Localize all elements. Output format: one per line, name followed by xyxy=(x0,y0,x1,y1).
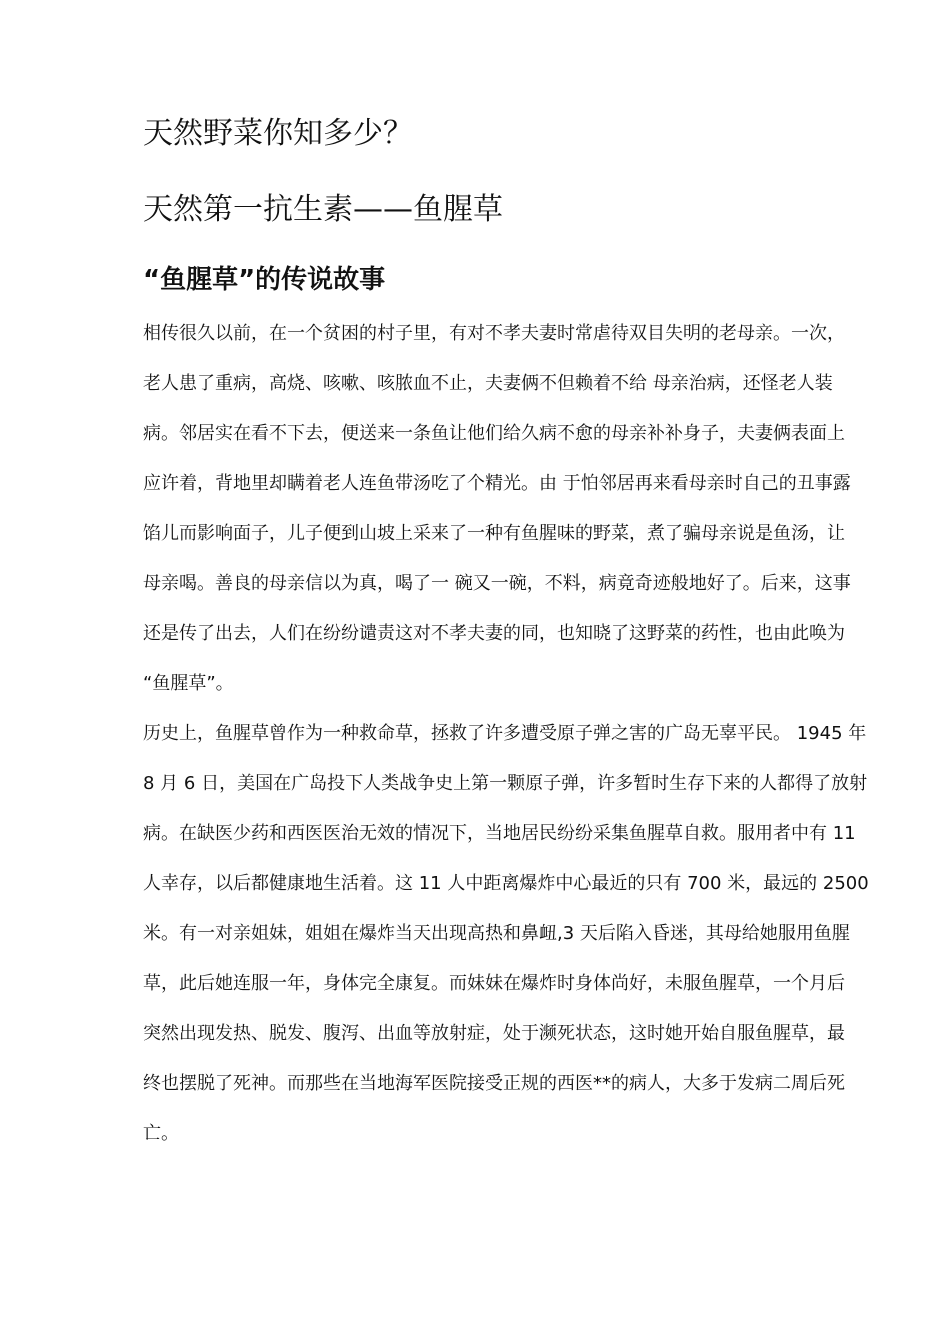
paragraph-line: 亡。 xyxy=(143,1123,179,1144)
paragraph-line: 馅儿而影响面子，儿子便到山坡上采来了一种有鱼腥味的野菜，煮了骗母亲说是鱼汤，让 xyxy=(143,523,845,544)
paragraph-line: 病。邻居实在看不下去，便送来一条鱼让他们给久病不愈的母亲补补身子，夫妻俩表面上 xyxy=(143,423,845,444)
paragraph-line: 终也摆脱了死神。而那些在当地海军医院接受正规的西医**的病人，大多于发病二周后死 xyxy=(143,1073,845,1094)
paragraph-line: 历史上，鱼腥草曾作为一种救命草，拯救了许多遭受原子弹之害的广岛无辜平民。 1945 年 xyxy=(143,723,867,744)
paragraph-line: 相传很久以前，在一个贫困的村子里，有对不孝夫妻时常虐待双目失明的老母亲。一次， xyxy=(143,323,845,344)
paragraph-line: 人幸存，以后都健康地生活着。这 11 人中距离爆炸中心最近的只有 700 米，最远的 2500 xyxy=(143,873,869,894)
paragraph-line: 还是传了出去，人们在纷纷谴责这对不孝夫妻的同，也知晓了这野菜的药性，也由此唤为 xyxy=(143,623,845,644)
paragraph-line: 草，此后她连服一年，身体完全康复。而妹妹在爆炸时身体尚好，未服鱼腥草，一个月后 xyxy=(143,973,845,994)
paragraph-line: 老人患了重病，高烧、咳嗽、咳脓血不止，夫妻俩不但赖着不给 母亲治病，还怪老人装 xyxy=(143,373,833,394)
paragraph-line: 突然出现发热、脱发、腹泻、出血等放射症，处于濒死状态，这时她开始自服鱼腥草，最 xyxy=(143,1023,845,1044)
paragraph-line: 应许着，背地里却瞒着老人连鱼带汤吃了个精光。由 于怕邻居再来看母亲时自己的丑事露 xyxy=(143,473,851,494)
paragraph-line: “鱼腥草”。 xyxy=(143,673,234,694)
document-title: 天然野菜你知多少？ xyxy=(143,116,413,151)
paragraph-line: 8 月 6 日，美国在广岛投下人类战争史上第一颗原子弹，许多暂时生存下来的人都得了放射 xyxy=(143,773,868,794)
section-heading: “鱼腥草”的传说故事 xyxy=(143,265,386,295)
paragraph-line: 病。在缺医少药和西医医治无效的情况下，当地居民纷纷采集鱼腥草自救。服用者中有 11 xyxy=(143,823,856,844)
document-subtitle: 天然第一抗生素——鱼腥草 xyxy=(143,192,503,227)
paragraph-line: 米。有一对亲姐妹，姐姐在爆炸当天出现高热和鼻衄,3 天后陷入昏迷，其母给她服用鱼腥 xyxy=(143,923,850,944)
paragraph-line: 母亲喝。善良的母亲信以为真，喝了一 碗又一碗，不料，病竟奇迹般地好了。后来，这事 xyxy=(143,573,851,594)
